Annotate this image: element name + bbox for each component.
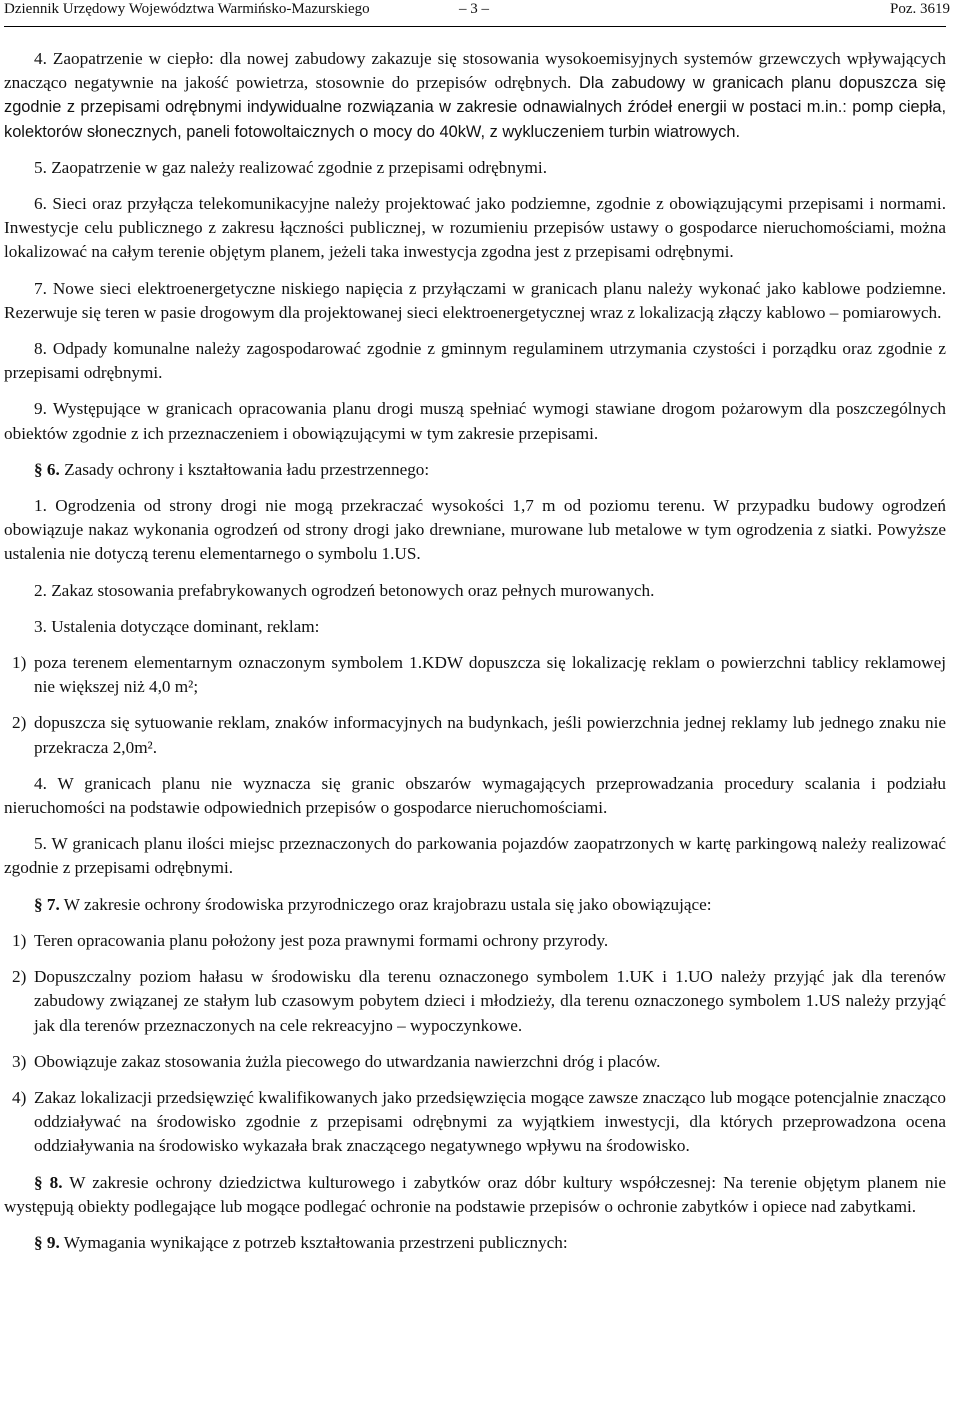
section-9-label: § 9.: [34, 1232, 60, 1252]
section-6-paragraph-4: 4. W granicach planu nie wyznacza się granic obszarów wymagających przeprowadzania procedury scalania i podziału nieruchomości na podstawie odpowiednich przepisów o gospodarce nieruchomościami.: [4, 773, 946, 818]
paragraph-telecom: 6. Sieci oraz przyłącza telekomunikacyjne należy projektować jako podziemne, zgodnie z obowiązującymi przepisami i normami. Inwestycje celu publicznego z zakresu łączności publicznej, w rozumieniu przepisów ustawy o gospodarce nieruchomościami, można lokalizować na całym terenie objętym planem, jeżeli taka inwestycja zgodna jest z przepisami odrębnymi.: [4, 194, 946, 262]
list-item-number: 1): [12, 930, 27, 950]
list-item: [4, 1086, 946, 1159]
list-item: [4, 965, 946, 1038]
list-item: [4, 929, 946, 953]
paragraph-waste: 8. Odpady komunalne należy zagospodarować zgodnie z gminnym regulaminem utrzymania czystości i porządku oraz zgodnie z przepisami odrębnymi.: [4, 339, 946, 383]
page-header: [4, 0, 950, 27]
section-7-label: § 7.: [34, 894, 60, 914]
list-item-number: 2): [12, 967, 27, 987]
list-item-text: poza terenem elementarnym oznaczonym symbolem 1.KDW dopuszcza się lokalizację reklam o powierzchni tablicy reklamowej nie większej niż 4,0 m²;: [34, 653, 946, 697]
page-number-marker: – 3 –: [459, 1, 489, 17]
list-item: [4, 711, 946, 759]
section-8-text: W zakresie ochrony dziedzictwa kulturowego i zabytków oraz dóbr kultury współczesnej: Na terenie objętym planem nie występują obiekty podlegające lub mogące podlegać ochronie na podstawie przepisów o ochronie zabytków i opiece nad zabytkami.: [4, 1172, 947, 1216]
section-6-title: Zasady ochrony i kształtowania ładu przestrzennego:: [59, 459, 430, 479]
section-6-paragraph-3: 3. Ustalenia dotyczące dominant, reklam:: [34, 616, 320, 636]
position-number: Poz. 3619: [890, 1, 950, 17]
publication-title: Dziennik Urzędowy Województwa Warmińsko-Mazurskiego: [4, 1, 370, 17]
paragraph-fire-roads: 9. Występujące w granicach opracowania planu drogi muszą spełniać wymogi stawiane drogom pożarowym dla poszczególnych obiektów zgodnie z ich przeznaczeniem i obowiązującymi w tym zakresie przepisami.: [4, 399, 946, 443]
section-6-paragraph-2: 2. Zakaz stosowania prefabrykowanych ogrodzeń betonowych oraz pełnych murowanych.: [34, 580, 655, 600]
list-item-text: dopuszcza się sytuowanie reklam, znaków informacyjnych na budynkach, jeśli powierzchnia jednej reklamy lub jednego znaku nie przekracza 2,0m².: [34, 713, 946, 757]
section-7-title: W zakresie ochrony środowiska przyrodniczego oraz krajobrazu ustala się jako obowiązujące:: [59, 894, 712, 914]
section-7-heading: [4, 893, 946, 917]
list-item-text: Obowiązuje zakaz stosowania żużla piecowego do utwardzania nawierzchni dróg i placów.: [34, 1051, 661, 1071]
section-9-title: Wymagania wynikające z potrzeb kształtowania przestrzeni publicznych:: [59, 1232, 568, 1252]
list-item: [4, 1050, 946, 1074]
heat-supply-text: 4. Zaopatrzenie w ciepło: dla nowej zabudowy zakazuje się stosowania wysokoemisyjnych systemów grzewczych wpływających znacząco negatywnie na jakość powietrza, stosownie do przepisów odrębnych.: [4, 49, 946, 93]
renewable-energy-text: Dla zabudowy w granicach planu dopuszcza się zgodnie z przepisami odrębnymi indywidualne rozwiązania w zakresie odnawialnych źródeł energii w postaci m.in.: pomp ciepła, kolektorów słonecznych, paneli fotowoltaicznych o mocy do 40kW, z wykluczeniem turbin wiatrowych.: [4, 74, 946, 141]
list-item-number: 4): [12, 1087, 27, 1107]
document-body: [4, 27, 946, 1255]
list-item-text: Zakaz lokalizacji przedsięwzięć kwalifikowanych jako przedsięwzięcia mogące zawsze znacząco lub mogące potencjalnie znacząco oddziaływać na środowisko zgodnie z przepisami odrębnymi za wyjątkiem inwestycji, dla których przeprowadzona ocena oddziaływania na środowisko wykazała brak znaczącego negatywnego wpływu na środowisko.: [34, 1087, 946, 1156]
section-8-paragraph: [4, 1171, 946, 1219]
section-6-label: § 6.: [34, 459, 60, 479]
section-9-heading: [4, 1231, 946, 1255]
section-6-paragraph-5: 5. W granicach planu ilości miejsc przeznaczonych do parkowania pojazdów zaopatrzonych w kartę parkingową należy realizować zgodnie z przepisami odrębnymi.: [4, 834, 946, 878]
section-6-heading: [4, 458, 946, 482]
section-6-paragraph-1: 1. Ogrodzenia od strony drogi nie mogą przekraczać wysokości 1,7 m od poziomu terenu. W przypadku budowy ogrodzeń obowiązuje nakaz wykonania ogrodzeń od strony drogi jako drewniane, murowane lub metalowe w tym ogrodzenia z siatki. Powyższe ustalenia nie dotyczą terenu elementarnego o symbolu 1.US.: [4, 496, 946, 564]
document-page: [4, 0, 950, 1255]
list-item: [4, 651, 946, 699]
list-item-text: Dopuszczalny poziom hałasu w środowisku dla terenu oznaczonego symbolem 1.UK i 1.UO należy przyjąć jak dla terenów zabudowy związanej ze stałym lub czasowym pobytem dzieci i młodzieży, dla terenu oznaczonego symbolem 1.US należy przyjąć jak dla terenów przeznaczonych na cele rekreacyjno – wypoczynkowe.: [34, 967, 946, 1035]
list-item-number: 2): [12, 713, 27, 733]
list-item-number: 1): [12, 653, 27, 673]
list-item-text: Teren opracowania planu położony jest poza prawnymi formami ochrony przyrody.: [34, 930, 609, 950]
list-item-number: 3): [12, 1051, 27, 1071]
paragraph-power-grid: 7. Nowe sieci elektroenergetyczne niskiego napięcia z przyłączami w granicach planu należy wykonać jako kablowe podziemne. Rezerwuje się teren w pasie drogowym dla projektowanej sieci elektroenergetycznej wraz z lokalizacją złączy kablowo – pomiarowych.: [4, 278, 946, 322]
paragraph-gas-supply: 5. Zaopatrzenie w gaz należy realizować zgodnie z przepisami odrębnymi.: [34, 157, 547, 177]
section-8-label: § 8.: [34, 1172, 63, 1192]
paragraph-heat-supply: [4, 47, 946, 144]
